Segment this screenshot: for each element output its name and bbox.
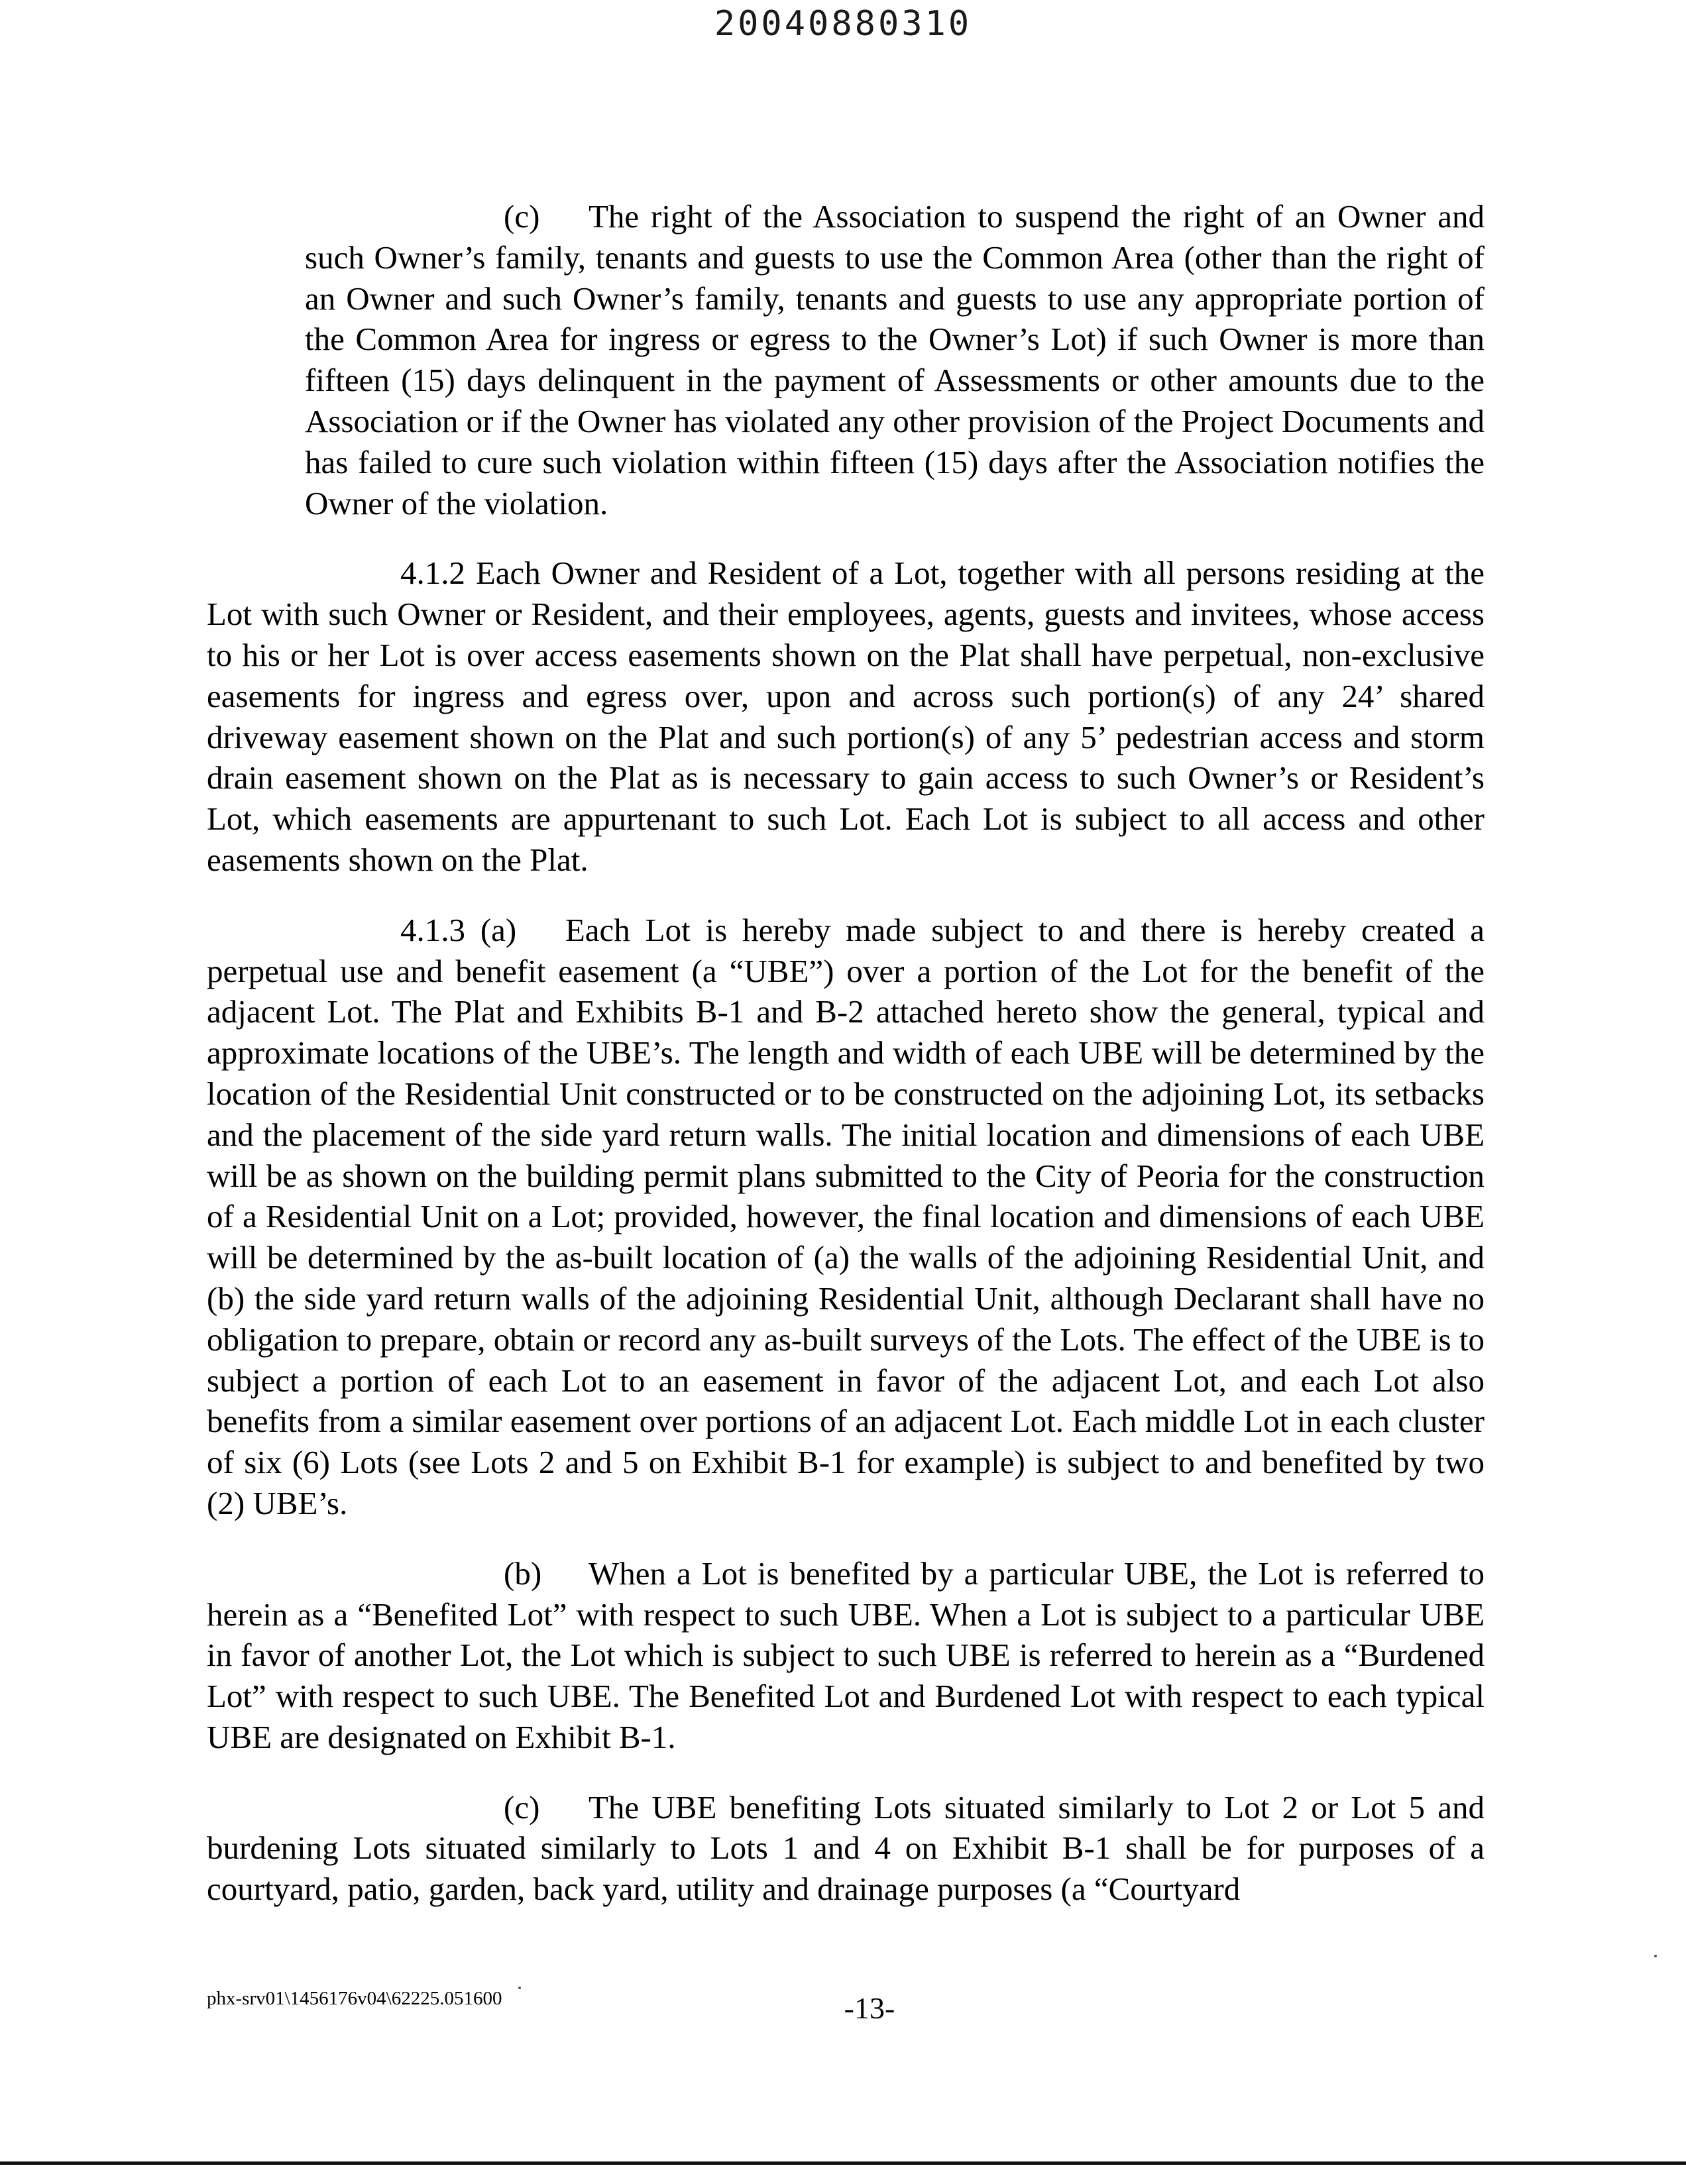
document-body [207, 196, 1485, 1939]
paragraph-text: The right of the Association to suspend the right of an Owner and such Owner’s family, tenants and guests to use the Common Area (other than the right of an Owner and such Owner’s family, tenants and guests to use any appropriate portion of the Common Area for ingress or egress to the Owner’s Lot) if such Owner is more than fifteen (15) days delinquent in the payment of Assessments or other amounts due to the Association or if the Owner has violated any other provision of the Project Documents and has failed to cure such violation within fifteen (15) days after the Association notifies the Owner of the violation. [305, 198, 1485, 521]
paragraph-label: (c) [504, 198, 540, 235]
paragraph-4-1-3-a [207, 910, 1485, 1524]
paragraph-4-1-3-b [207, 1553, 1485, 1758]
paragraph-text: Each Owner and Resident of a Lot, together with all persons residing at the Lot with such Owner or Resident, and their employees, agents, guests and invitees, whose access to his or her Lot is over access easements shown on the Plat shall have perpetual, non-exclusive easements for ingress and egress over, upon and across such portion(s) of any 24’ shared driveway easement shown on the Plat and such portion(s) of any 5’ pedestrian access and storm drain easement shown on the Plat as is necessary to gain access to such Owner’s or Resident’s Lot, which easements are appurtenant to such Lot. Each Lot is subject to all access and other easements shown on the Plat. [207, 555, 1485, 878]
paragraph-text: Each Lot is hereby made subject to and there is hereby created a perpetual use and benefit easement (a “UBE”) over a portion of the Lot for the benefit of the adjacent Lot. The Plat and Exhibits B-1 and B-2 attached hereto show the general, typical and approximate locations of the UBE’s. The length and width of each UBE will be determined by the location of the Residential Unit constructed or to be constructed on the adjoining Lot, its setbacks and the placement of the side yard return walls. The initial location and dimensions of each UBE will be as shown on the building permit plans submitted to the City of Peoria for the construction of a Residential Unit on a Lot; provided, however, the final location and dimensions of each UBE will be determined by the as-built location of (a) the walls of the adjoining Residential Unit, and (b) the side yard return walls of the adjoining Residential Unit, although Declarant shall have no obligation to prepare, obtain or record any as-built surveys of the Lots. The effect of the UBE is to subject a portion of each Lot to an easement in favor of the adjacent Lot, and each Lot also benefits from a similar easement over portions of an adjacent Lot. Each middle Lot in each cluster of six (6) Lots (see Lots 2 and 5 on Exhibit B-1 for example) is subject to and benefited by two (2) UBE’s. [207, 911, 1485, 1521]
paragraph-text: The UBE benefiting Lots situated similarly to Lot 2 or Lot 5 and burdening Lots situated similarly to Lots 1 and 4 on Exhibit B-1 shall be for purposes of a courtyard, patio, garden, back yard, utility and drainage purposes (a “Courtyard [207, 1788, 1485, 1908]
section-number: 4.1.2 [400, 555, 465, 592]
document-path: phx-srv01\1456176v04\62225.051600 [207, 1988, 502, 2009]
paragraph-label: (b) [504, 1555, 542, 1592]
paragraph-text: When a Lot is benefited by a particular UBE, the Lot is referred to herein as a “Benefited Lot” with respect to such UBE. When a Lot is subject to a particular UBE in favor of another Lot, the Lot which is subject to such UBE is referred to herein as a “Burdened Lot” with respect to such UBE. The Benefited Lot and Burdened Lot with respect to each typical UBE are designated on Exhibit B-1. [207, 1555, 1485, 1755]
scan-speck [518, 1987, 521, 1989]
paragraph-label: (a) [480, 911, 517, 948]
scan-speck [1654, 1955, 1657, 1957]
paragraph-4-1-2 [207, 553, 1485, 880]
page-number: -13- [844, 1991, 895, 2025]
section-number: 4.1.3 [400, 911, 465, 948]
paragraph-4-1-3-c [207, 1787, 1485, 1910]
bottom-border-line [0, 2161, 1686, 2165]
paragraph-label: (c) [504, 1788, 540, 1826]
document-number: 20040880310 [714, 4, 972, 44]
paragraph-4-1-1-c [207, 196, 1485, 523]
